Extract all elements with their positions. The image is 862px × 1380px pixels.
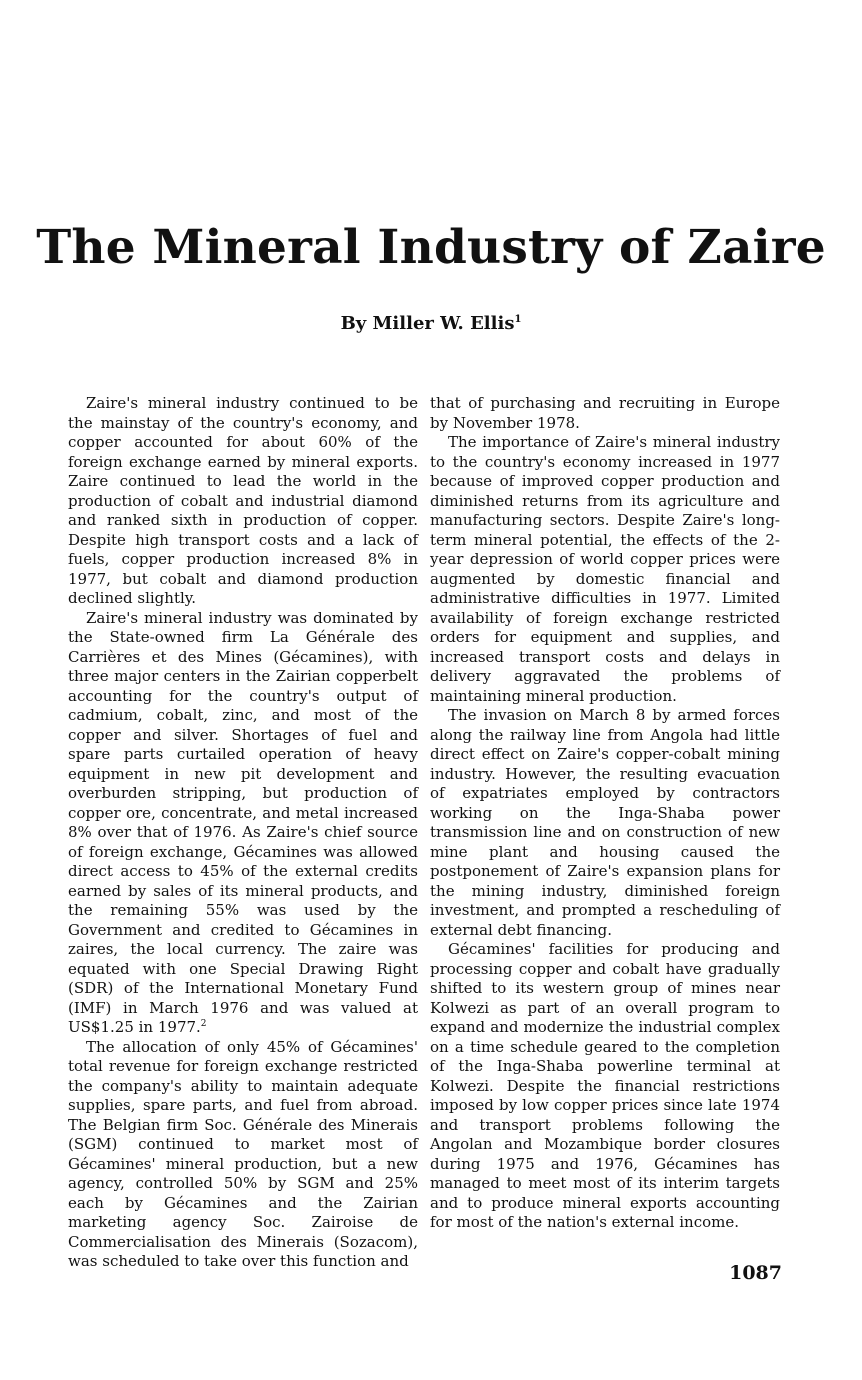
- left-column: [68, 394, 418, 1272]
- paragraph: The invasion on March 8 by armed forces along the railway line from Angola had little direct effect on Zaire's copper-cobalt mining industry. However, the resulting evacuation of expatriates employed by contractors working on the Inga-Shaba power transmission line and on construction of new mine plant and housing caused the postponement of Zaire's expansion plans for the mining industry, diminished foreign investment, and prompted a rescheduling of external debt financing.: [430, 706, 780, 939]
- footnote-marker: 2: [200, 1019, 207, 1029]
- paragraph: The importance of Zaire's mineral industry to the country's economy increased in 1977 because of improved copper production and diminished returns from its agriculture and manufacturing sectors. Despite Zaire's long-term mineral potential, the effects of the 2-year depression of world copper prices were augmented by domestic financial and administrative difficulties in 1977. Limited availability of foreign exchange restricted orders for equipment and supplies, and increased transport costs and delays in delivery aggravated the problems of maintaining mineral production.: [430, 433, 780, 705]
- right-column: [430, 394, 780, 1233]
- page-number: 1087: [729, 1262, 782, 1284]
- paragraph-continuation: that of purchasing and recruiting in Europe by November 1978.: [430, 394, 780, 432]
- paragraph: Zaire's mineral industry continued to be the mainstay of the country's economy, and copper accounted for about 60% of the foreign exchange earned by mineral exports. Zaire continued to lead the world in the production of cobalt and industrial diamond and ranked sixth in production of copper. Despite high transport costs and a lack of fuels, copper production increased 8% in 1977, but cobalt and diamond production declined slightly.: [68, 394, 418, 607]
- author-name: By Miller W. Ellis: [340, 313, 515, 334]
- paragraph: Gécamines' facilities for producing and processing copper and cobalt have gradually shifted to its western group of mines near Kolwezi as part of an overall program to expand and modernize the industrial complex on a time schedule geared to the completion of the Inga-Shaba powerline terminal at Kolwezi. Despite the financial restrictions imposed by low copper prices since late 1974 and transport problems following the Angolan and Mozambique border closures during 1975 and 1976, Gécamines has managed to meet most of its interim targets and to produce mineral exports accounting for most of the nation's external income.: [430, 940, 780, 1231]
- byline-footnote-marker: 1: [514, 314, 522, 325]
- article-title: The Mineral Industry of Zaire: [36, 220, 826, 275]
- paragraph: The allocation of only 45% of Gécamines' total revenue for foreign exchange restricted the company's ability to maintain adequate supplies, spare parts, and fuel from abroad. The Belgian firm Soc. Générale des Minerais (SGM) continued to market most of Gécamines' mineral production, but a new agency, controlled 50% by SGM and 25% each by Gécamines and the Zairian marketing agency Soc. Zairoise de Commercialisation des Minerais (Sozacom), was scheduled to take over this function and: [68, 1037, 418, 1270]
- paragraph: Zaire's mineral industry was dominated by the State-owned firm La Générale des Carrières et des Mines (Gécamines), with three major centers in the Zairian copperbelt accounting for the country's output of cadmium, cobalt, zinc, and most of the copper and silver. Shortages of fuel and spare parts curtailed operation of heavy equipment in new pit development and overburden stripping, but production of copper ore, concentrate, and metal increased 8% over that of 1976. As Zaire's chief source of foreign exchange, Gécamines was allowed direct access to 45% of the external credits earned by sales of its mineral products, and the remaining 55% was used by the Government and credited to Gécamines in zaires, the local currency. The zaire was equated with one Special Drawing Right (SDR) of the International Monetary Fund (IMF) in March 1976 and was valued at US$1.25 in 1977.$^2$: [68, 608, 418, 1036]
- byline: [0, 313, 862, 334]
